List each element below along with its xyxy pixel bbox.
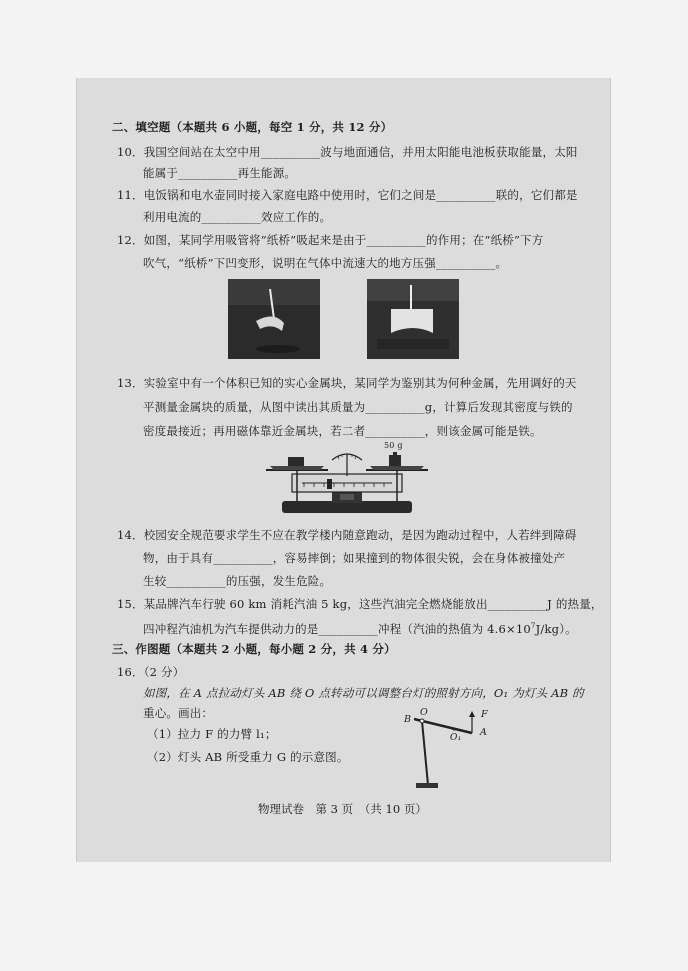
question-10-line-2: 能属于__________再生能源。 — [143, 166, 297, 180]
fig-label-o: O — [420, 707, 428, 718]
paper-bridge-photo-1 — [228, 279, 320, 359]
desk-lamp-figure — [398, 705, 494, 791]
question-16-item-2: （2）灯头 AB 所受重力 G 的示意图。 — [147, 750, 349, 764]
question-14-line-1: 14．校园安全规范要求学生不应在教学楼内随意跑动，是因为跑动过程中，人若绊到障碍 — [117, 528, 577, 542]
question-16-item-1: （1）拉力 F 的力臂 l₁； — [147, 727, 277, 741]
balance-weight-label: 50 g — [384, 441, 403, 450]
fig-label-o1: O₁ — [450, 733, 462, 743]
question-13-line-3: 密度最接近；再用磁体靠近金属块，若二者__________，则该金属可能是铁。 — [143, 424, 542, 438]
question-11-line-2: 利用电流的__________效应工作的。 — [143, 210, 332, 224]
question-11-line-1: 11．电饭锅和电水壶同时接入家庭电路中使用时，它们之间是__________联的，它们都是 — [117, 188, 578, 202]
question-14-line-3: 生较__________的压强，发生危险。 — [143, 574, 332, 588]
question-13-line-1: 13．实验室中有一个体积已知的实心金属块，某同学为鉴别其为何种金属，先用调好的天 — [117, 376, 577, 390]
balance-figure — [262, 440, 432, 522]
question-15-text: 四冲程汽油机为汽车提供动力的是__________冲程（汽油的热值为 4.6×10 — [143, 621, 531, 636]
page-footer: 物理试卷 第 3 页 （共 10 页） — [258, 802, 427, 816]
section-3-title: 三、作图题（本题共 2 小题，每小题 2 分，共 4 分） — [112, 642, 396, 656]
paper-bridge-photo-2 — [367, 279, 459, 359]
question-10-line-1: 10．我国空间站在太空中用__________波与地面通信，并用太阳能电池板获取能量，太阳 — [117, 145, 578, 159]
question-15-exponent: 7 — [530, 622, 536, 630]
question-16-header: 16．（2 分） — [117, 665, 185, 679]
question-16-line-1: 如图，在 A 点拉动灯头 AB 绕 O 点转动可以调整台灯的照射方向，O₁ 为灯头 AB 的 — [143, 686, 584, 700]
fig-label-b: B — [404, 714, 412, 725]
question-12-line-2: 吹气，“纸桥”下凹变形，说明在气体中流速大的地方压强__________。 — [143, 256, 508, 270]
question-16-line-2: 重心。画出： — [143, 706, 214, 720]
fig-label-f: F — [481, 709, 488, 720]
question-15-line-1: 15．某品牌汽车行驶 60 km 消耗汽油 5 kg，这些汽油完全燃烧能放出__________J 的热量， — [117, 597, 603, 611]
question-12-line-1: 12．如图，某同学用吸管将“纸桥”吸起来是由于__________的作用；在“纸桥”下方 — [117, 233, 544, 247]
question-13-line-2: 平测量金属块的质量，从图中读出其质量为__________g，计算后发现其密度与铁的 — [143, 400, 573, 414]
fig-label-a: A — [480, 727, 488, 738]
question-15-unit: J/kg）。 — [535, 621, 577, 636]
question-14-line-2: 物，由于具有__________，容易摔倒；如果撞到的物体很尖锐，会在身体被撞处产 — [143, 551, 566, 565]
question-15-line-2 — [143, 619, 577, 636]
section-2-title: 二、填空题（本题共 6 小题，每空 1 分，共 12 分） — [112, 120, 393, 134]
